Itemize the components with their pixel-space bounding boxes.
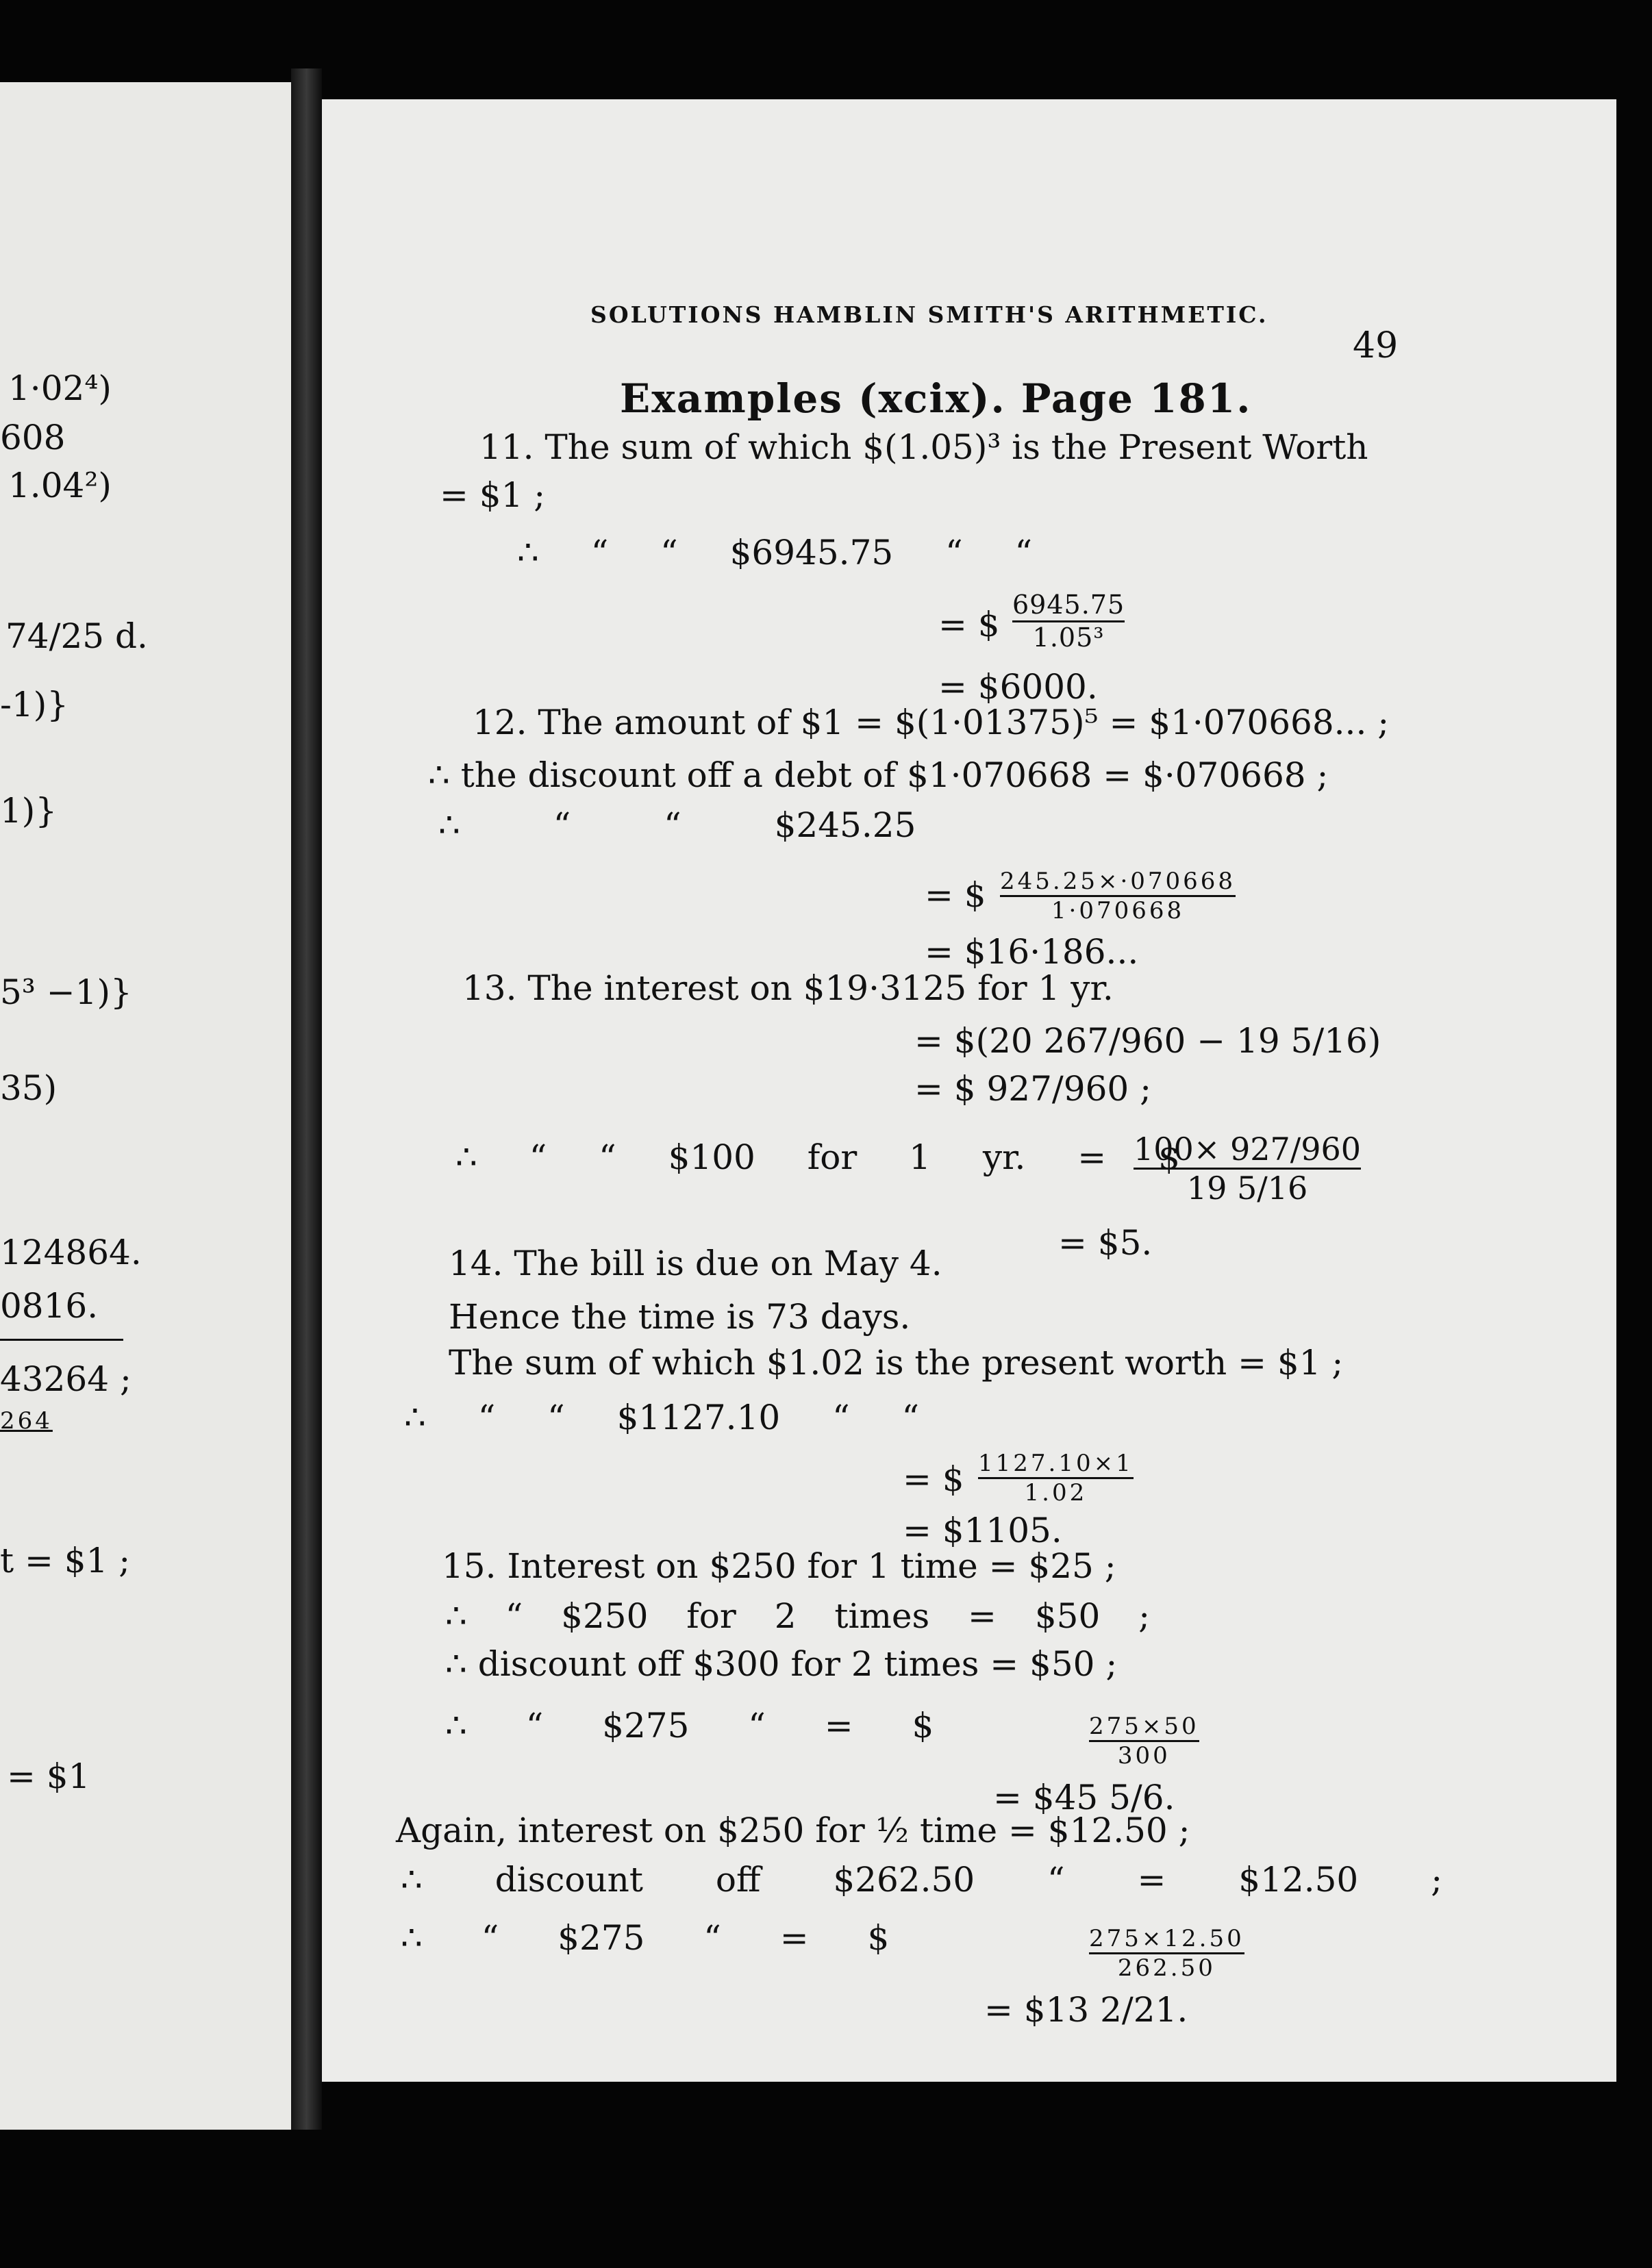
left-line: 43264 ; xyxy=(0,1359,132,1399)
left-line: 1·02⁴) xyxy=(8,368,112,408)
text-line: 14. The bill is due on May 4. xyxy=(449,1244,942,1283)
text-line: ∴ “ $275 “ = $ xyxy=(445,1706,934,1746)
text-line: ∴ “ $250 for 2 times = $50 ; xyxy=(445,1596,1151,1636)
text-line: ∴ “ “ $100 for 1 yr. = $ xyxy=(455,1137,1180,1177)
text-line: = $ xyxy=(925,875,986,915)
left-line: 0816. xyxy=(0,1286,99,1326)
text-line: ∴ the discount off a debt of $1·070668 = $·070668 ; xyxy=(428,755,1329,795)
left-line: 35) xyxy=(0,1068,58,1108)
book-gutter xyxy=(291,68,322,2130)
text-line: = $45 5/6. xyxy=(993,1778,1175,1817)
fraction: $\frac{6945.75}{\text{1.05³}}$ xyxy=(1012,590,1125,653)
left-line: 5³ −1)} xyxy=(0,972,132,1012)
page-number: 49 xyxy=(1353,325,1399,366)
left-line: t = $1 ; xyxy=(0,1541,131,1580)
text-line: ∴ discount off $300 for 2 times = $50 ; xyxy=(445,1644,1118,1684)
section-title: Examples (xcix). Page 181. xyxy=(620,375,1252,422)
fraction: $\frac{100\times 927/960}{19 5/16}$ xyxy=(1134,1131,1362,1207)
text-line: ∴ “ “ $245.25 xyxy=(438,805,916,845)
fraction: $\frac{275\times 12.50}{262.50}$ xyxy=(1089,1925,1244,1982)
left-line: 1.04²) xyxy=(8,466,112,505)
text-line: 15. Interest on $250 for 1 time = $25 ; xyxy=(442,1546,1116,1586)
fraction: $\frac{245.25\times\cdot 070668}{1\cdot 070668}$ xyxy=(1000,868,1236,925)
left-line: 74/25 d. xyxy=(5,616,148,656)
text-line: ∴ discount off $262.50 “ = $12.50 ; xyxy=(401,1860,1442,1900)
left-page xyxy=(0,82,301,2130)
text-line: ∴ “ $275 “ = $ xyxy=(401,1918,890,1958)
text-line: Again, interest on $250 for ½ time = $12.50 ; xyxy=(396,1811,1190,1850)
left-line: 264 xyxy=(0,1407,53,1435)
text-line: = $6000. xyxy=(938,667,1098,707)
text-line: Hence the time is 73 days. xyxy=(449,1297,911,1337)
text-line: = $ xyxy=(938,605,1000,644)
left-rule xyxy=(0,1339,123,1341)
text-line: = $5. xyxy=(1058,1223,1153,1263)
running-title: SOLUTIONS HAMBLIN SMITH'S ARITHMETIC. xyxy=(590,301,1268,328)
text-line: 13. The interest on $19·3125 for 1 yr. xyxy=(462,968,1114,1008)
left-line: -1)} xyxy=(0,685,69,724)
text-line: 11. The sum of which $(1.05)³ is the Present Worth xyxy=(479,427,1368,467)
fraction: $\frac{1127.10\times 1}{1.02}$ xyxy=(978,1450,1134,1507)
text-line: = $(20 267/960 − 19 5/16) xyxy=(914,1021,1381,1061)
left-line: 1)} xyxy=(0,791,58,831)
text-line: = $ 927/960 ; xyxy=(914,1069,1151,1109)
fraction: $\frac{275\times 50}{300}$ xyxy=(1089,1713,1199,1770)
text-line: The sum of which $1.02 is the present worth = $1 ; xyxy=(449,1343,1344,1383)
text-line: = $ xyxy=(903,1459,964,1499)
left-line: 124864. xyxy=(0,1233,142,1272)
left-line: 608 xyxy=(0,418,66,457)
text-line: ∴ “ “ $6945.75 “ “ xyxy=(517,533,1033,572)
text-line: = $1105. xyxy=(903,1511,1062,1550)
text-line: = $13 2/21. xyxy=(984,1990,1188,2030)
text-line: = $16·186... xyxy=(925,932,1139,972)
text-line: 12. The amount of $1 = $(1·01375)⁵ = $1·070668... ; xyxy=(473,703,1390,742)
left-line: = $1 xyxy=(7,1756,90,1796)
text-line: ∴ “ “ $1127.10 “ “ xyxy=(404,1398,920,1437)
text-line: = $1 ; xyxy=(440,475,546,515)
